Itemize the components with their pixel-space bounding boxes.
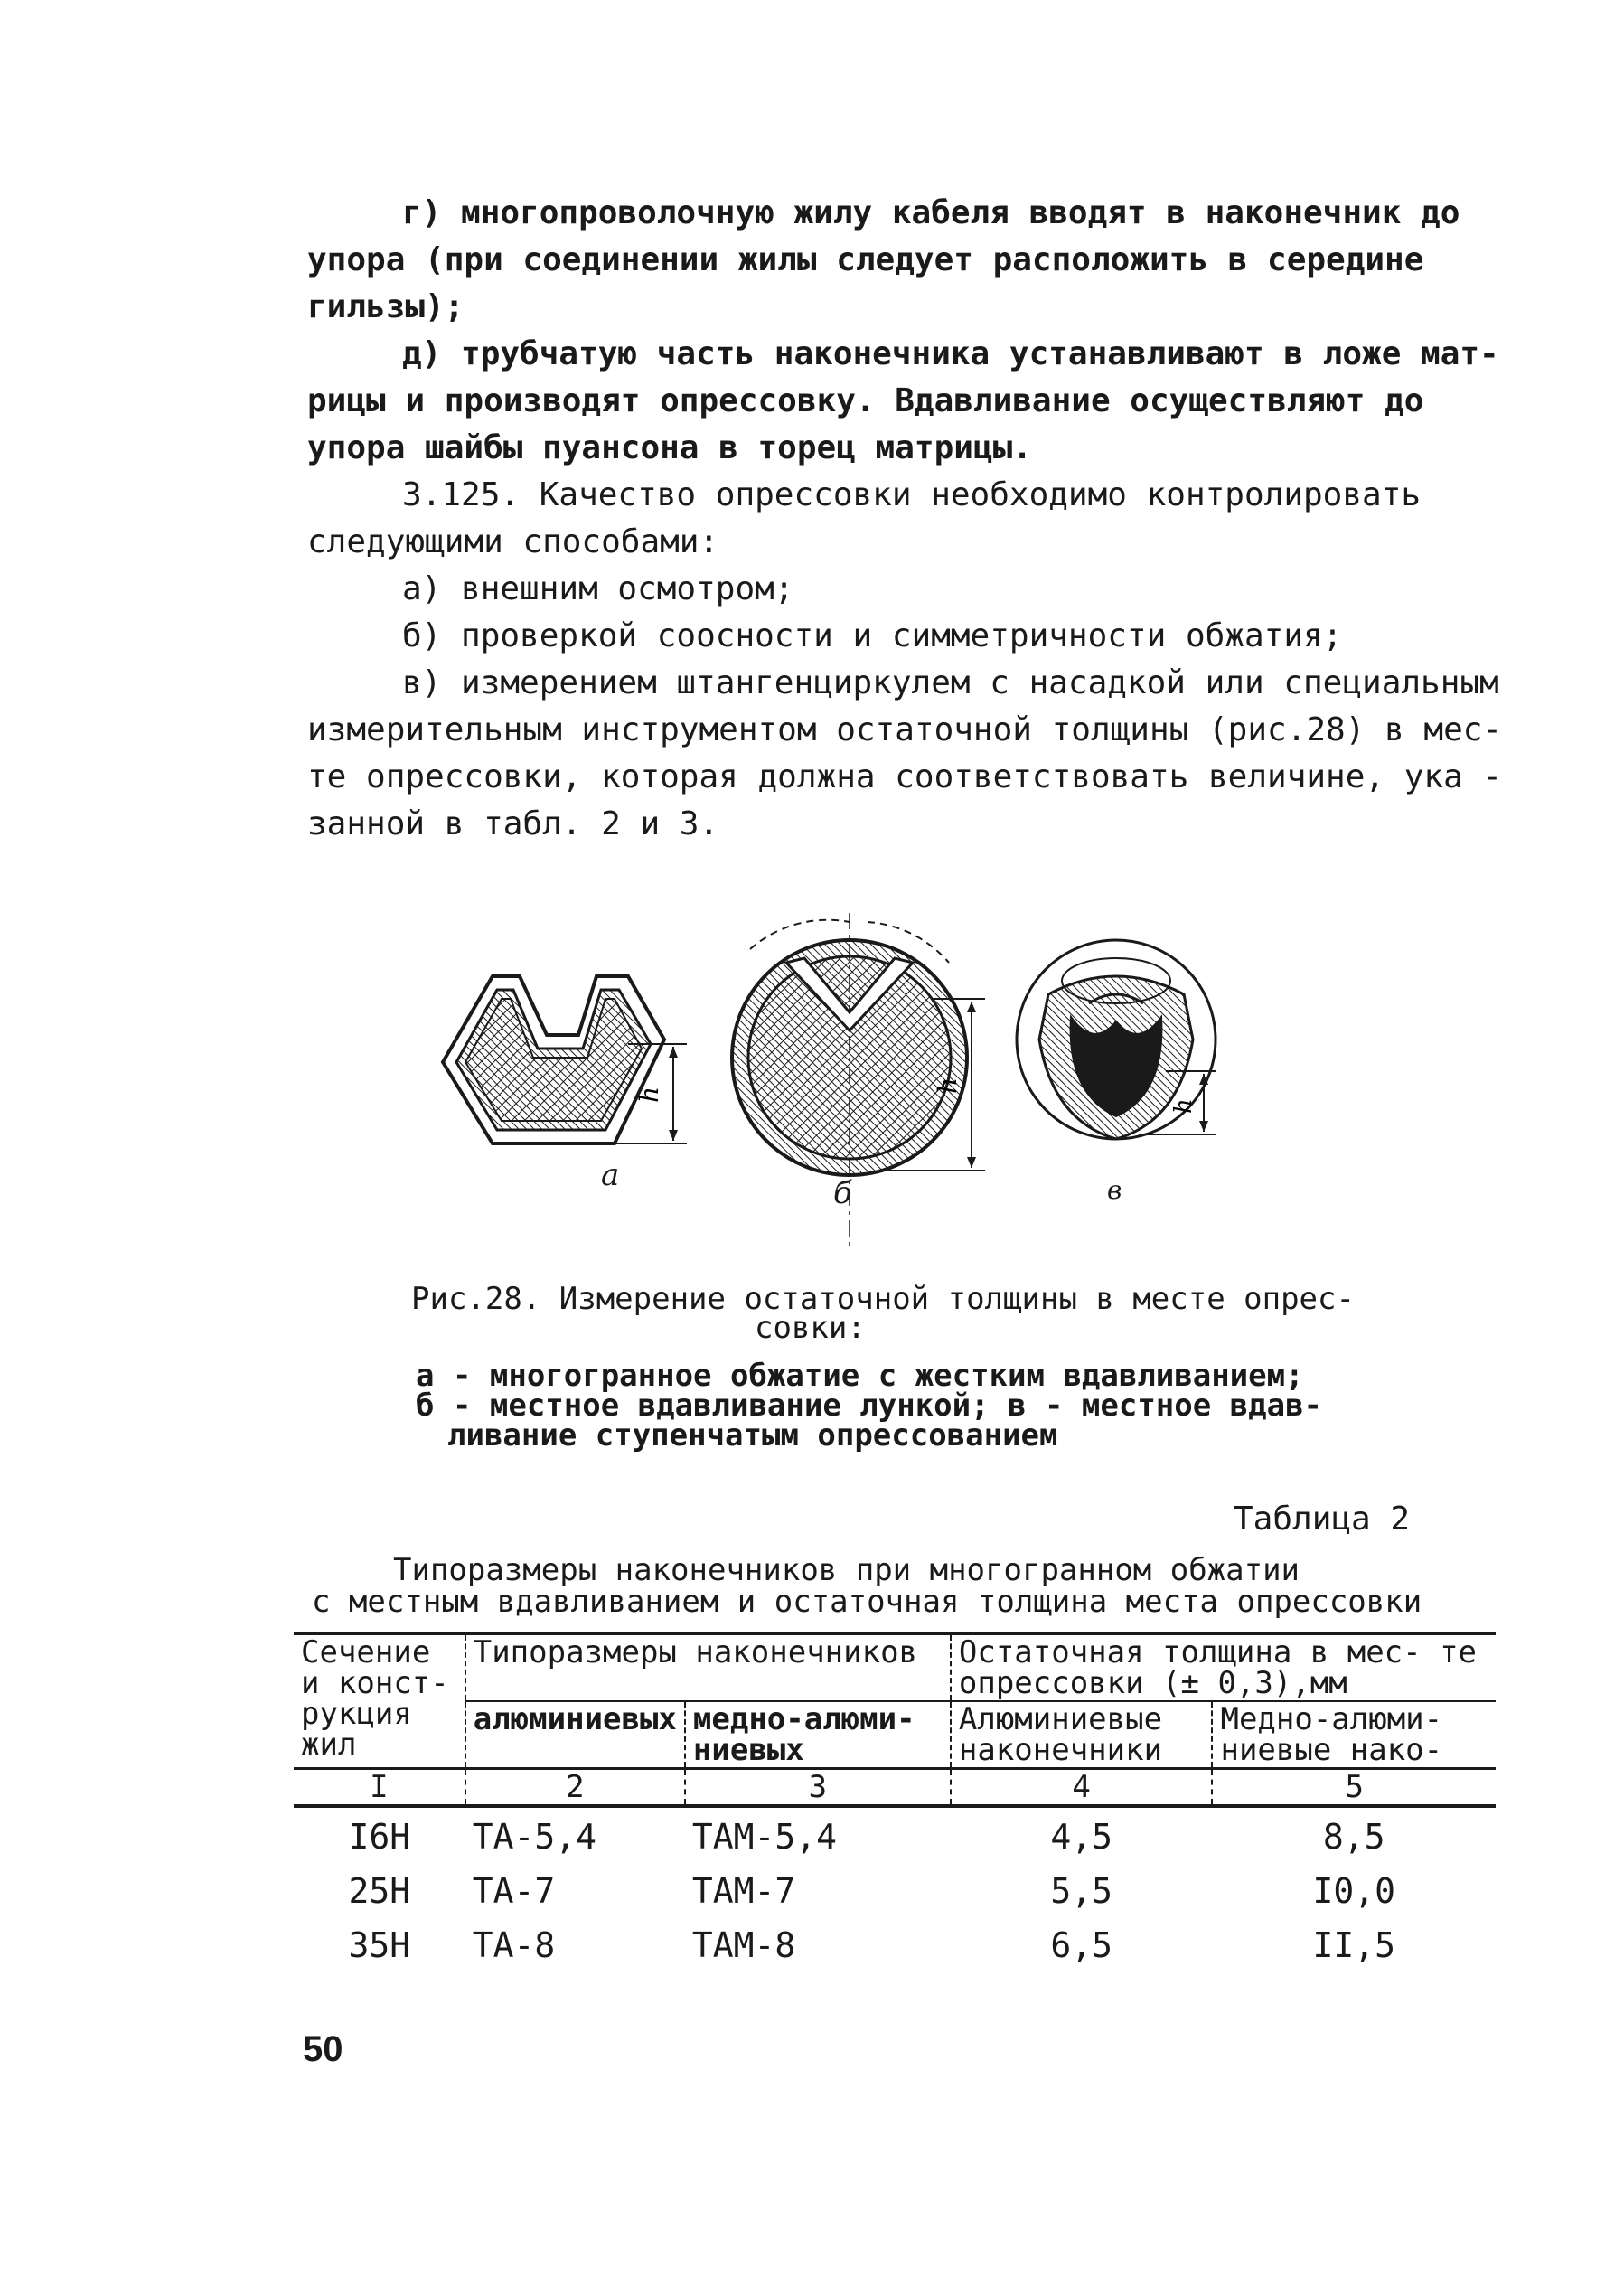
table-label: Таблица 2 xyxy=(1234,1501,1411,1538)
page-number: 50 xyxy=(303,2029,343,2069)
column-number: 4 xyxy=(951,1769,1213,1807)
section-c xyxy=(1017,940,1216,1139)
column-number: I xyxy=(294,1769,465,1807)
figure-caption-title: Рис.28. Измерение остаточной толщины в месте опрес- xyxy=(411,1281,1355,1317)
paragraph-line: б) проверкой соосности и симметричности обжатия; xyxy=(402,617,1343,654)
cell-al-size: ТА-5,4 xyxy=(472,1817,597,1857)
header-copper-aluminum-tips: Медно-алюми- ниевые нако- xyxy=(1212,1701,1496,1769)
paragraph-line: а) внешним осмотром; xyxy=(402,570,794,607)
table-row xyxy=(294,1862,1496,1916)
table-title: Типоразмеры наконечников при многогранном обжатии xyxy=(393,1552,1300,1588)
cell-cu-al-size: ТАМ-7 xyxy=(691,1871,796,1911)
table-title-cont: с местным вдавливанием и остаточная толщина места опрессовки xyxy=(312,1584,1422,1620)
figure-caption-legend: а - многогранное обжатие с жестким вдавливанием; xyxy=(416,1358,1304,1394)
cell-al-size: ТА-8 xyxy=(472,1925,556,1965)
cell-cu-al-thickness: I0,0 xyxy=(1312,1871,1395,1911)
cell-al-thickness: 6,5 xyxy=(1050,1925,1112,1965)
paragraph-line: 3.125. Качество опрессовки необходимо контролировать xyxy=(402,476,1422,513)
cell-section: 25Н xyxy=(348,1871,411,1911)
table-row xyxy=(294,1806,1496,1862)
figure-caption-legend: б - местное вдавливание лункой; в - местное вдав- xyxy=(416,1388,1323,1424)
data-table xyxy=(294,1632,1496,1971)
header-section: Сечение и конст- рукция жил xyxy=(294,1633,465,1769)
figure-label-c: в xyxy=(1107,1175,1122,1205)
cell-al-size: ТА-7 xyxy=(472,1871,556,1911)
figure-label-b: б xyxy=(833,1175,852,1211)
paragraph-line: измерительным инструментом остаточной толщины (рис.28) в мес- xyxy=(307,711,1503,748)
dim-label-h: h xyxy=(1170,1098,1197,1114)
header-residual: Остаточная толщина в мес- те опрессовки (± 0,3),мм xyxy=(951,1633,1496,1701)
paragraph-line: упора (при соединении жилы следует расположить в середине xyxy=(307,241,1424,278)
paragraph-line: рицы и производят опрессовку. Вдавливание осуществляют до xyxy=(307,382,1424,419)
cell-cu-al-thickness: II,5 xyxy=(1312,1925,1395,1965)
section-a xyxy=(443,976,687,1143)
figure-label-a: а xyxy=(601,1157,620,1193)
figure-28 xyxy=(425,913,1238,1256)
dim-label-h: h xyxy=(634,1086,664,1103)
paragraph-line: следующими способами: xyxy=(307,523,719,560)
header-aluminum-tips: Алюминиевые наконечники xyxy=(951,1701,1213,1769)
cell-cu-al-thickness: 8,5 xyxy=(1322,1817,1385,1857)
header-aluminum: алюминиевых xyxy=(465,1701,685,1769)
section-b xyxy=(732,913,985,1247)
paragraph-line: д) трубчатую часть наконечника устанавливают в ложе мат- xyxy=(402,335,1499,372)
column-number: 5 xyxy=(1212,1769,1496,1807)
cell-al-thickness: 4,5 xyxy=(1050,1817,1112,1857)
figure-caption-legend: ливание ступенчатым опрессованием xyxy=(447,1417,1058,1454)
cell-cu-al-size: ТАМ-5,4 xyxy=(691,1817,838,1857)
crimp-cross-sections-drawing xyxy=(425,913,1238,1256)
dim-label-h: h xyxy=(933,1077,962,1094)
paragraph-line: г) многопроволочную жилу кабеля вводят в наконечник до xyxy=(402,194,1460,231)
paragraph-line: упора шайбы пуансона в торец матрицы. xyxy=(307,429,1032,466)
column-number: 3 xyxy=(685,1769,951,1807)
paragraph-line: гильзы); xyxy=(307,288,465,325)
column-number-row xyxy=(294,1769,1496,1807)
paragraph-line: те опрессовки, которая должна соответствовать величине, ука - xyxy=(307,758,1503,795)
header-sizes: Типоразмеры наконечников xyxy=(465,1633,951,1701)
cell-cu-al-size: ТАМ-8 xyxy=(691,1925,796,1965)
cell-section: 35Н xyxy=(348,1925,411,1965)
cell-section: I6Н xyxy=(348,1817,411,1857)
figure-caption-title-cont: совки: xyxy=(755,1310,866,1346)
paragraph-line: в) измерением штангенциркулем с насадкой или специальным xyxy=(402,664,1499,701)
paragraph-line: занной в табл. 2 и 3. xyxy=(307,805,719,842)
column-number: 2 xyxy=(465,1769,685,1807)
header-copper-aluminum: медно-алюми- ниевых xyxy=(685,1701,951,1769)
table-row xyxy=(294,1916,1496,1971)
cell-al-thickness: 5,5 xyxy=(1050,1871,1112,1911)
